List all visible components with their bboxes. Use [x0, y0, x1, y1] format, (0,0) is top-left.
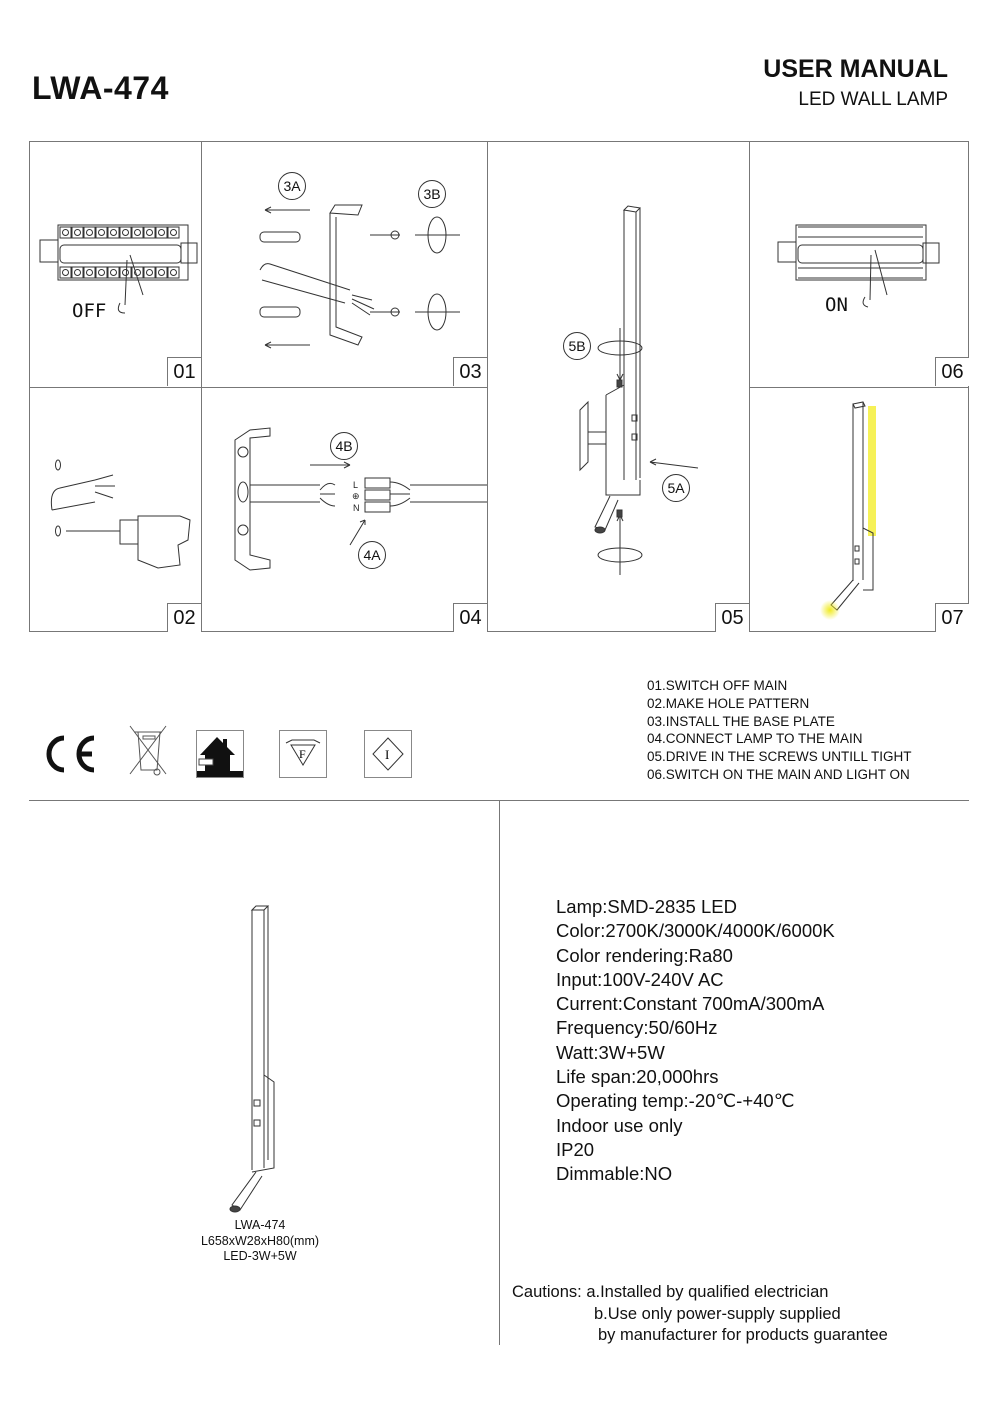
panel-number-04: 04 [453, 603, 487, 632]
base-plate-illustration [240, 195, 470, 360]
product-dimensions: L658xW28xH80(mm) [200, 1233, 320, 1248]
callout-5b: 5B [563, 332, 591, 360]
panel-number-07: 07 [935, 603, 969, 632]
panel-number-01: 01 [167, 357, 201, 386]
f-mark-icon [279, 730, 327, 778]
column-divider [499, 800, 500, 1345]
panel-number-03: 03 [453, 357, 487, 386]
step-item: 01.SWITCH OFF MAIN [647, 678, 788, 693]
class-i-icon [364, 730, 412, 778]
step-item: 04.CONNECT LAMP TO THE MAIN [647, 731, 863, 747]
spec-indoor: Indoor use only [556, 1114, 683, 1136]
svg-text:I: I [385, 747, 390, 762]
product-caption [160, 1218, 360, 1265]
spec-current: Current:Constant 700mA/300mA [556, 993, 825, 1015]
svg-text:F: F [299, 747, 306, 761]
spec-list [556, 895, 835, 1187]
product-model: LWA-474 [234, 1218, 286, 1232]
model-number: LWA-474 [32, 70, 169, 106]
svg-text:⊕: ⊕ [352, 491, 360, 501]
callout-3a: 3A [278, 172, 306, 200]
step-item: 02.MAKE HOLE PATTERN [647, 695, 810, 711]
caution-a: a.Installed by qualified electrician [586, 1283, 829, 1301]
caution-b1: b.Use only power-supply supplied [594, 1304, 841, 1323]
grid-divider [749, 387, 969, 388]
cautions [512, 1282, 888, 1347]
spec-dimmable: Dimmable:NO [556, 1163, 673, 1185]
indoor-use-icon [196, 730, 244, 778]
spec-watt: Watt:3W+5W [556, 1041, 665, 1063]
callout-4a: 4A [358, 541, 386, 569]
step-item: 06.SWITCH ON THE MAIN AND LIGHT ON [647, 766, 910, 782]
spec-color: Color:2700K/3000K/4000K/6000K [556, 920, 835, 942]
weee-bin-icon [126, 722, 170, 778]
product-drawing [220, 900, 320, 1220]
svg-text:N: N [353, 503, 360, 513]
product-power: LED-3W+5W [223, 1249, 297, 1263]
spec-lamp: Lamp:SMD-2835 LED [556, 896, 737, 917]
document-subtitle: LED WALL LAMP [798, 89, 948, 110]
step-list [647, 677, 912, 784]
off-label: OFF [72, 300, 107, 322]
panel-number-05: 05 [715, 603, 749, 632]
callout-3b: 3B [418, 180, 446, 208]
on-label: ON [825, 294, 848, 316]
ce-mark-icon [46, 734, 102, 774]
callout-5a: 5A [662, 474, 690, 502]
drill-illustration [40, 450, 200, 580]
panel-number-06: 06 [935, 357, 969, 386]
spec-operating-temp: Operating temp:-20℃-+40℃ [556, 1090, 795, 1112]
document-title: USER MANUAL [763, 55, 948, 83]
callout-4b: 4B [330, 432, 358, 460]
grid-divider [487, 141, 488, 632]
spec-frequency: Frequency:50/60Hz [556, 1017, 718, 1039]
panel-number-02: 02 [167, 603, 201, 632]
spec-ip: IP20 [556, 1138, 595, 1160]
lamp-lit-illustration [815, 398, 895, 623]
step-item: 05.DRIVE IN THE SCREWS UNTILL TIGHT [647, 749, 912, 765]
spec-color-rendering: Color rendering:Ra80 [556, 944, 733, 966]
breaker-off-illustration [35, 215, 200, 325]
caution-b2: by manufacturer for products guarantee [598, 1326, 888, 1344]
breaker-on-illustration [775, 215, 945, 310]
step-item: 03.INSTALL THE BASE PLATE [647, 713, 835, 729]
cautions-label: Cautions: [512, 1283, 582, 1301]
spec-input: Input:100V-240V AC [556, 968, 724, 990]
mount-lamp-illustration [560, 200, 740, 585]
svg-text:L: L [353, 480, 359, 490]
spec-life-span: Life span:20,000hrs [556, 1066, 719, 1088]
grid-divider [29, 387, 487, 388]
